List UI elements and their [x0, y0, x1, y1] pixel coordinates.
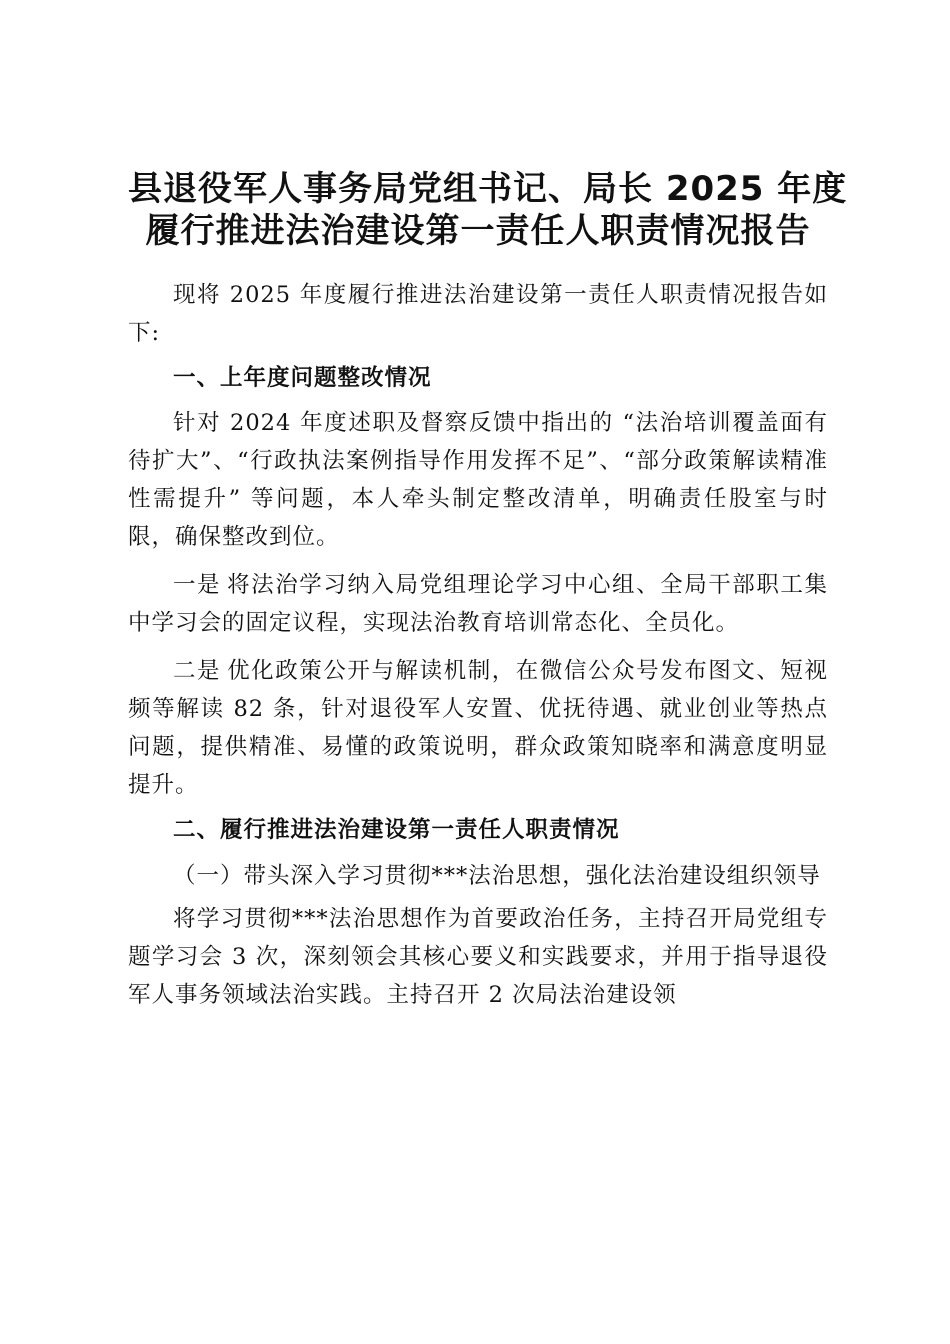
- section-1-item-2: [128, 652, 828, 804]
- intro-paragraph: 现将 2025 年度履行推进法治建设第一责任人职责情况报告如下:: [128, 282, 828, 346]
- title-line-1: 县退役军人事务局党组书记、局长 2025 年度: [128, 169, 848, 209]
- item-1-text: 将法治学习纳入局党组理论学习中心组、全局干部职工集中学习会的固定议程，实现法治教育培训常态化、全员化。: [128, 572, 828, 636]
- document-body: [128, 168, 848, 1014]
- section-2-subheading-1: （一）带头深入学习贯彻***法治思想，强化法治建设组织领导: [173, 863, 821, 889]
- section-1-heading: 一、上年度问题整改情况: [173, 365, 432, 391]
- item-1-lead: 一是: [173, 572, 222, 598]
- title-line-2: 履行推进法治建设第一责任人职责情况报告: [145, 211, 811, 251]
- section-2-paragraph-1: 将学习贯彻***法治思想作为首要政治任务，主持召开局党组专题学习会 3 次，深刻领会其核心要义和实践要求，并用于指导退役军人事务领域法治实践。主持召开 2 次局法治建设领: [128, 906, 828, 1008]
- section-1-paragraph: 针对 2024 年度述职及督察反馈中指出的 “法治培训覆盖面有待扩大”、“行政执法案例指导作用发挥不足”、“部分政策解读精准性需提升” 等问题，本人牵头制定整改清单，明确责任股室与时限，确保整改到位。: [128, 410, 828, 550]
- section-2-heading: 二、履行推进法治建设第一责任人职责情况: [173, 817, 620, 843]
- item-2-text: 优化政策公开与解读机制，在微信公众号发布图文、短视频等解读 82 条，针对退役军人安置、优抚待遇、就业创业等热点问题，提供精准、易懂的政策说明，群众政策知晓率和满意度明显提升。: [128, 658, 828, 798]
- section-1-item-1: [128, 566, 828, 642]
- item-2-lead: 二是: [173, 658, 222, 684]
- document-title: [128, 168, 848, 252]
